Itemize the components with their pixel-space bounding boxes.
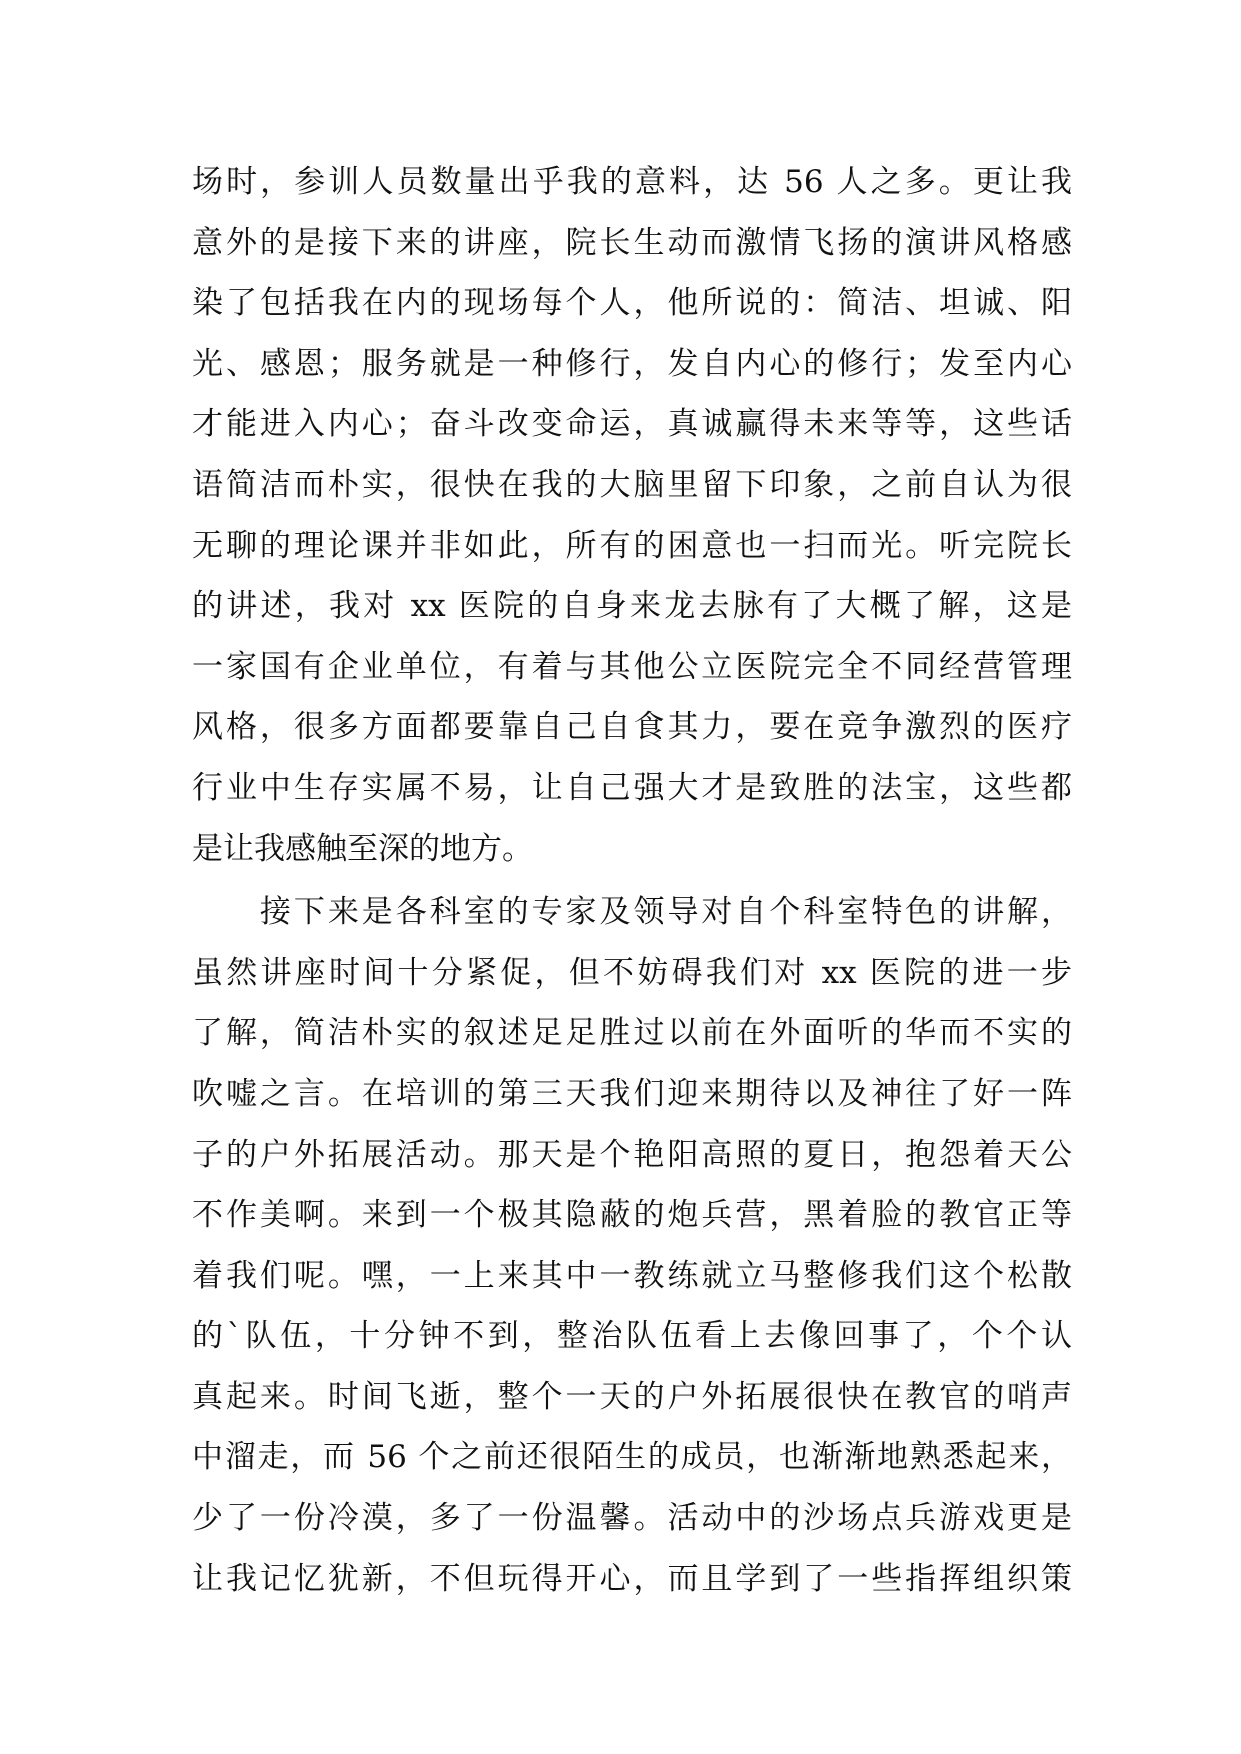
text-line: 光、感恩；服务就是一种修行，发自内心的修行；发至内心 <box>192 345 1072 382</box>
text-line: 子的户外拓展活动。那天是个艳阳高照的夏日，抱怨着天公 <box>192 1136 1072 1173</box>
text-line: 行业中生存实属不易，让自己强大才是致胜的法宝，这些都 <box>192 769 1072 806</box>
text-line: 场时，参训人员数量出乎我的意料，达 56 人之多。更让我 <box>192 164 1072 200</box>
paragraph-2 <box>192 882 1072 1609</box>
text-line: 语简洁而朴实，很快在我的大脑里留下印象，之前自认为很 <box>192 466 1072 503</box>
text-line: 一家国有企业单位，有着与其他公立医院完全不同经营管理 <box>192 648 1072 685</box>
text-line: 才能进入内心；奋斗改变命运，真诚赢得未来等等，这些话 <box>192 406 1072 443</box>
text-line: 无聊的理论课并非如此，所有的困意也一扫而光。听完院长 <box>192 527 1072 564</box>
text-line: 不作美啊。来到一个极其隐蔽的炮兵营，黑着脸的教官正等 <box>192 1197 1072 1234</box>
text-line: 虽然讲座时间十分紧促，但不妨碍我们对 xx 医院的进一步 <box>192 954 1072 991</box>
text-line: 风格，很多方面都要靠自己自食其力，要在竞争激烈的医疗 <box>192 709 1072 746</box>
text-line: 真起来。时间飞逝，整个一天的户外拓展很快在教官的哨声 <box>192 1378 1072 1415</box>
text-line: 染了包括我在内的现场每个人，他所说的：简洁、坦诚、阳 <box>192 285 1072 322</box>
text-line: 了解，简洁朴实的叙述足足胜过以前在外面听的华而不实的 <box>192 1015 1072 1052</box>
paragraph-1 <box>192 152 1072 879</box>
text-line: 是让我感触至深的地方。 <box>192 830 533 867</box>
text-line: 接下来是各科室的专家及领导对自个科室特色的讲解， <box>192 894 1072 931</box>
text-line: 中溜走，而 56 个之前还很陌生的成员，也渐渐地熟悉起来， <box>192 1439 1072 1476</box>
text-line: 让我记忆犹新，不但玩得开心，而且学到了一些指挥组织策 <box>192 1560 1072 1597</box>
text-line: 的`队伍，十分钟不到，整治队伍看上去像回事了，个个认 <box>192 1318 1072 1355</box>
text-line: 的讲述，我对 xx 医院的自身来龙去脉有了大概了解，这是 <box>192 588 1072 625</box>
text-line: 吹嘘之言。在培训的第三天我们迎来期待以及神往了好一阵 <box>192 1075 1072 1112</box>
text-line: 意外的是接下来的讲座，院长生动而激情飞扬的演讲风格感 <box>192 224 1072 261</box>
body-text <box>192 152 1072 1609</box>
text-line: 少了一份冷漠，多了一份温馨。活动中的沙场点兵游戏更是 <box>192 1500 1072 1537</box>
text-line: 着我们呢。嘿，一上来其中一教练就立马整修我们这个松散 <box>192 1257 1072 1294</box>
